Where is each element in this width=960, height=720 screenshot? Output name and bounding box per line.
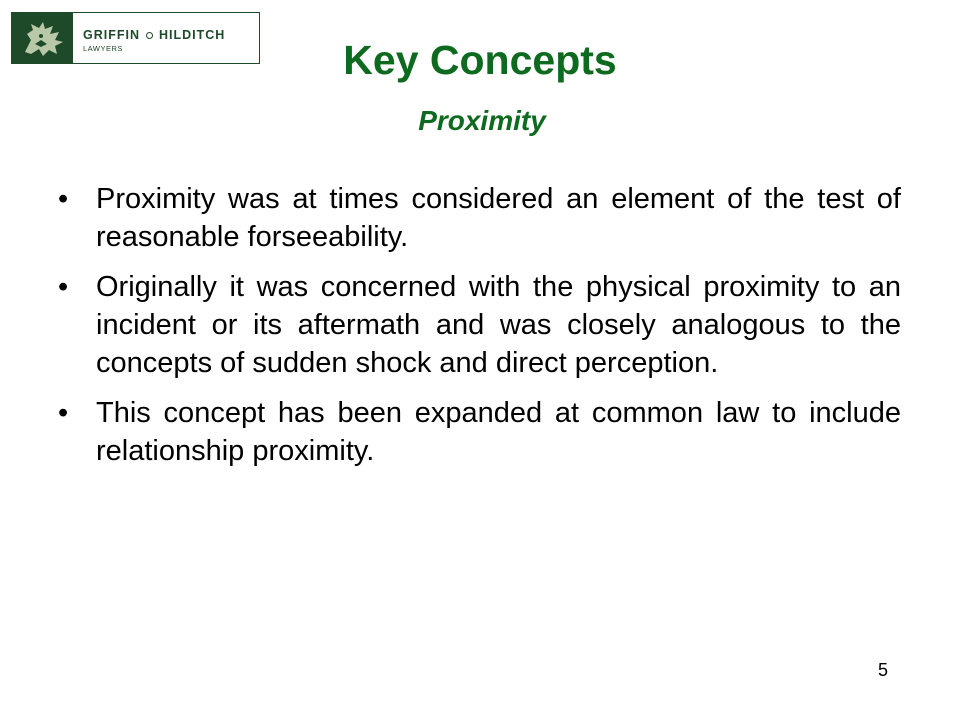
bullet-list <box>58 180 901 482</box>
bullet-item <box>58 268 901 382</box>
bullet-icon: • <box>58 183 69 215</box>
bullet-text: Originally it was concerned with the physical proximity to an incident or its aftermath and was closely analogous to the concepts of sudden shock and direct perception. <box>96 271 901 379</box>
logo-name-hilditch: HILDITCH <box>159 28 226 42</box>
page-number: 5 <box>877 660 888 680</box>
logo-tagline: LAWYERS <box>83 44 123 53</box>
bullet-text: This concept has been expanded at common law to include relationship proximity. <box>96 397 901 467</box>
bullet-icon: • <box>58 271 69 303</box>
bullet-item <box>58 180 901 256</box>
bullet-text: Proximity was at times considered an element of the test of reasonable forseeability. <box>96 183 901 253</box>
bullet-item <box>58 394 901 470</box>
slide-title: Key Concepts <box>343 37 617 83</box>
bullet-icon: • <box>58 397 69 429</box>
slide-subtitle: Proximity <box>418 105 546 136</box>
logo-name-griffin: GRIFFIN <box>83 28 140 42</box>
